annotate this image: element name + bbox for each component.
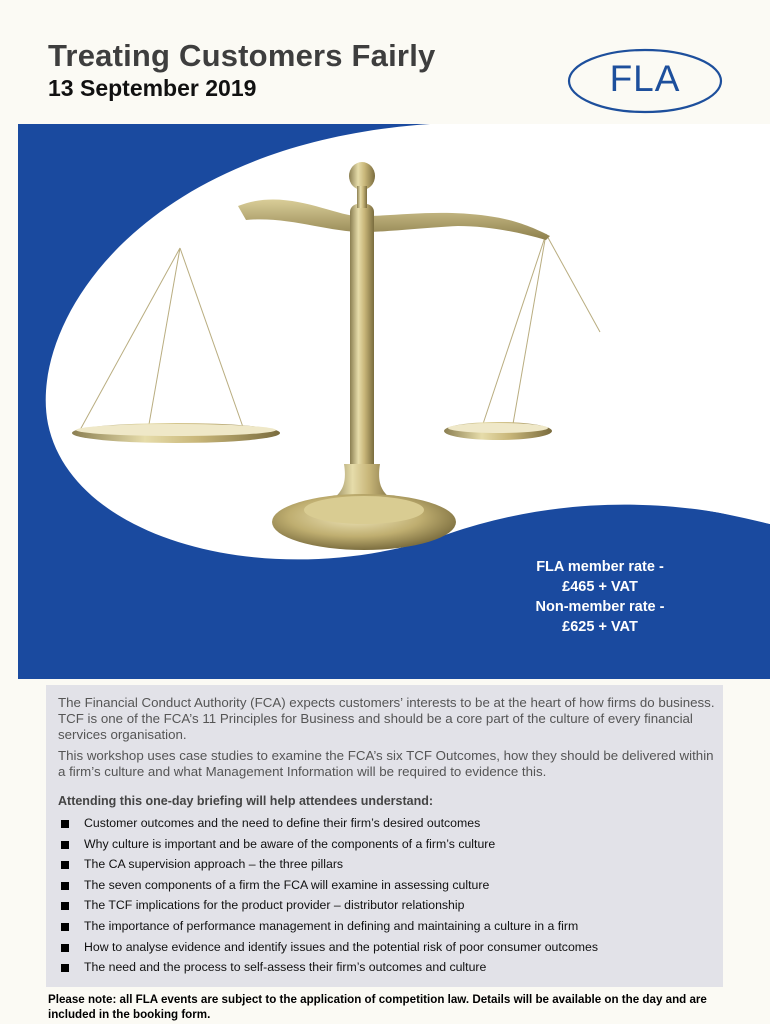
list-item xyxy=(58,937,718,958)
bullet-square-icon xyxy=(61,820,69,828)
workshop-paragraph: This workshop uses case studies to examine the FCA’s six TCF Outcomes, how they should be delivered within a firm’s culture and what Management Information will be required to evidence this. xyxy=(58,748,714,779)
list-item xyxy=(58,875,718,896)
bullet-square-icon xyxy=(61,902,69,910)
nonmember-rate-price: £625 + VAT xyxy=(562,619,638,635)
list-item-text: The importance of performance management in defining and maintaining a culture in a firm xyxy=(84,918,579,933)
learning-outcomes-list xyxy=(58,813,718,978)
list-item-text: The need and the process to self-assess their firm’s outcomes and culture xyxy=(84,960,487,975)
list-item-text: How to analyse evidence and identify issues and the potential risk of poor consumer outcomes xyxy=(84,939,599,954)
logo-text: FLA xyxy=(609,58,681,99)
list-item-text: Why culture is important and be aware of the components of a firm’s culture xyxy=(84,836,496,851)
member-rate-label: FLA member rate - xyxy=(536,559,664,575)
list-item xyxy=(58,895,718,916)
bullet-square-icon xyxy=(61,923,69,931)
bullet-square-icon xyxy=(61,944,69,952)
page-title: Treating Customers Fairly xyxy=(48,38,436,73)
list-item-text: The seven components of a firm the FCA will examine in assessing culture xyxy=(84,877,490,892)
intro-paragraph: The Financial Conduct Authority (FCA) expects customers’ interests to be at the heart of how firms do business. TCF is one of the FCA’s 11 Principles for Business and should be a core part of the culture of every financial services organisation. xyxy=(58,695,715,742)
list-item-text: Customer outcomes and the need to define their firm’s desired outcomes xyxy=(84,816,481,830)
nonmember-rate-label: Non-member rate - xyxy=(535,599,665,615)
competition-law-note: Please note: all FLA events are subject to the application of competition law. Details will be available on the day and are included in the booking form. xyxy=(48,993,707,1021)
list-item xyxy=(58,813,718,834)
member-rate-price: £465 + VAT xyxy=(562,579,638,595)
learning-outcomes-heading: Attending this one-day briefing will help attendees understand: xyxy=(58,794,434,808)
fla-logo xyxy=(566,46,724,116)
course-info-panel xyxy=(46,685,723,987)
list-item xyxy=(58,916,718,937)
list-item-text: The TCF implications for the product provider – distributor relationship xyxy=(84,898,465,913)
bullet-square-icon xyxy=(61,841,69,849)
bullet-square-icon xyxy=(61,964,69,972)
bullet-square-icon xyxy=(61,861,69,869)
list-item xyxy=(58,854,718,875)
list-item xyxy=(58,957,718,978)
list-item-text: The CA supervision approach – the three pillars xyxy=(84,857,344,872)
bullet-square-icon xyxy=(61,882,69,890)
event-date: 13 September 2019 xyxy=(48,75,257,101)
list-item xyxy=(58,834,718,855)
pricing-box xyxy=(520,557,680,637)
